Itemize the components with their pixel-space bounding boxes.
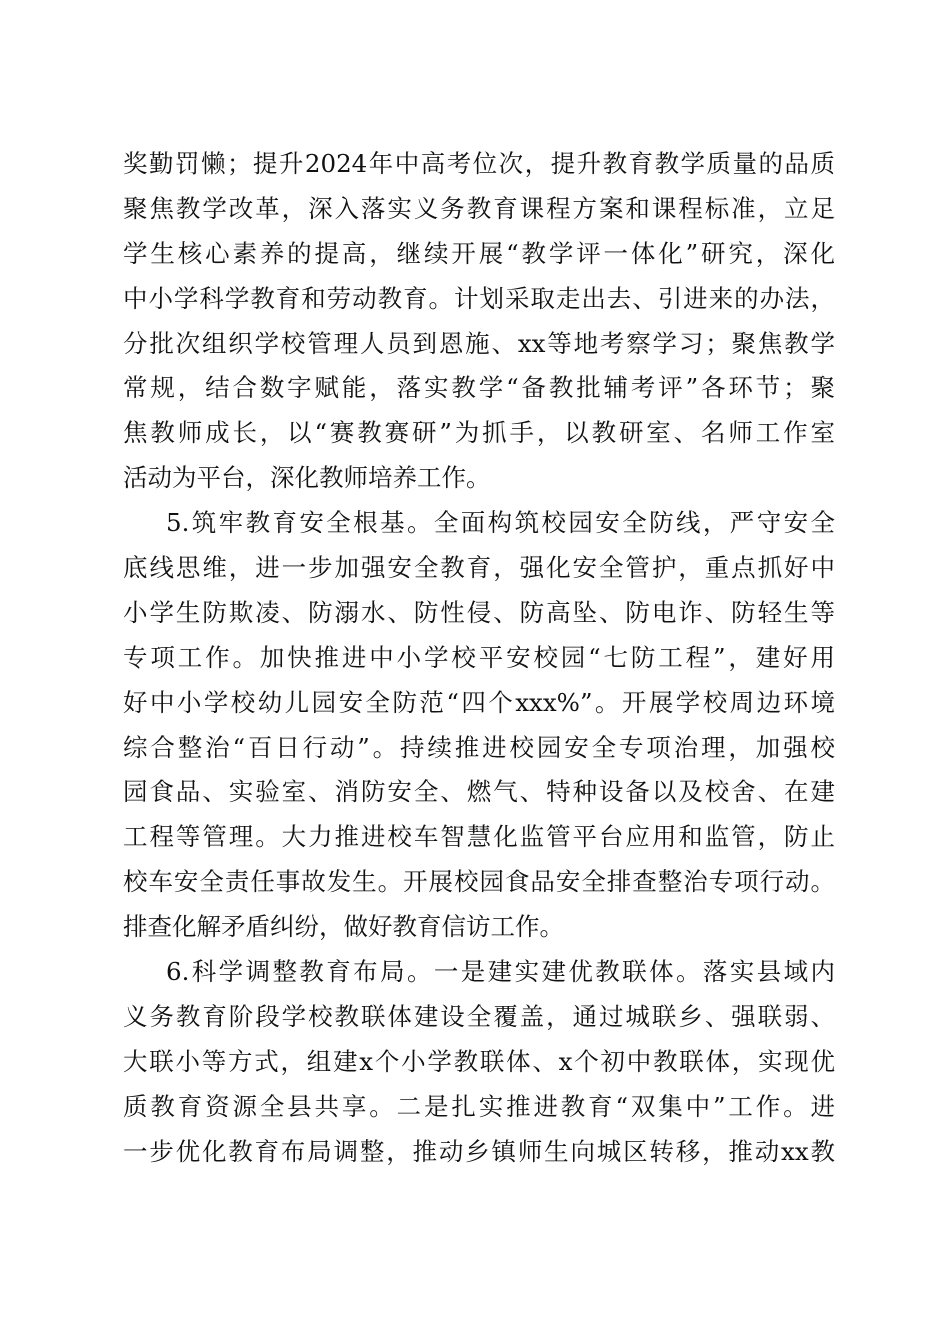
text-line: 学生核心素养的提高，继续开展“教学评一体化”研究，深化 [123,238,835,268]
text-line: 义务教育阶段学校教联体建设全覆盖，通过城联乡、强联弱、 [123,1001,835,1031]
text-line: 奖勤罚懒；提升2024年中高考位次，提升教育教学质量的品质 [123,149,835,178]
text-line: 好中小学校幼儿园安全防范“四个xxx%”。开展学校周边环境 [123,687,835,717]
text-line: 校车安全责任事故发生。开展校园食品安全排查整治专项行动。 [123,867,835,897]
text-line: 综合整治“百日行动”。持续推进校园安全专项治理，加强校 [123,732,835,762]
paragraph-5-heading-line: 5.筑牢教育安全根基。全面构筑校园安全防线，严守安全 [166,508,835,538]
text-line: 常规，结合数字赋能，落实教学“备教批辅考评”各环节；聚 [123,373,835,403]
text-line: 排查化解矛盾纠纷，做好教育信访工作。 [123,912,564,942]
text-line: 工程等管理。大力推进校车智慧化监管平台应用和监管，防止 [123,822,835,852]
text-line: 大联小等方式，组建x个小学教联体、x个初中教联体，实现优 [123,1046,835,1076]
paragraph-6-heading-line: 6.科学调整教育布局。一是建实建优教联体。落实县域内 [166,957,835,987]
text-line: 活动为平台，深化教师培养工作。 [123,463,491,493]
text-line: 专项工作。加快推进中小学校平安校园“七防工程”，建好用 [123,642,835,672]
text-line: 一步优化教育布局调整，推动乡镇师生向城区转移，推动xx教 [123,1136,835,1166]
text-line: 小学生防欺凌、防溺水、防性侵、防高坠、防电诈、防轻生等 [123,597,835,627]
text-line: 分批次组织学校管理人员到恩施、xx等地考察学习；聚焦教学 [123,328,835,358]
text-line: 焦教师成长，以“赛教赛研”为抓手，以教研室、名师工作室 [123,418,835,448]
text-line: 园食品、实验室、消防安全、燃气、特种设备以及校舍、在建 [123,777,835,807]
text-line: 质教育资源全县共享。二是扎实推进教育“双集中”工作。进 [123,1091,835,1121]
body-text [123,142,835,1174]
text-line: 中小学科学教育和劳动教育。计划采取走出去、引进来的办法， [123,283,835,313]
text-line: 底线思维，进一步加强安全教育，强化安全管护，重点抓好中 [123,553,835,583]
text-line: 聚焦教学改革，深入落实义务教育课程方案和课程标准，立足 [123,193,835,223]
